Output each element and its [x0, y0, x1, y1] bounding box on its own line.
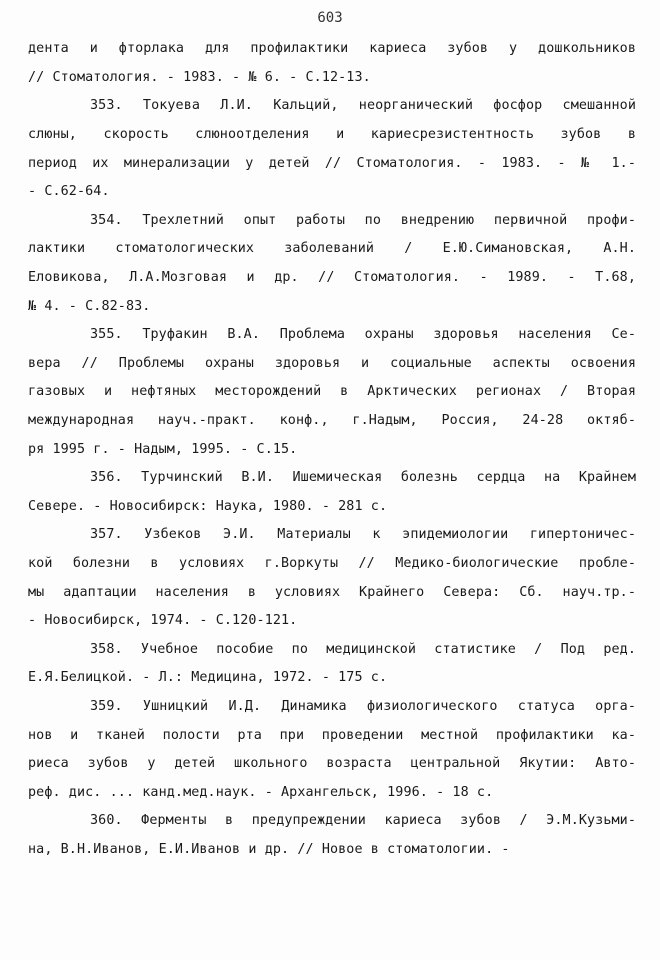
bibliography-entry-first-line: 358. Учебное пособие по медицинской статистике / Под ред. — [90, 642, 636, 657]
bibliography-entry-first-line: 359. Ушницкий И.Д. Динамика физиологического статуса орга- — [90, 699, 636, 714]
bibliography-entry-first-line: 357. Узбеков Э.И. Материалы к эпидемиологии гипертоничес- — [90, 527, 636, 542]
text-line: период их минерализации у детей // Стоматология. - 1983. - № 1.- — [28, 156, 636, 171]
bibliography-entry-first-line: 355. Труфакин В.А. Проблема охраны здоровья населения Се- — [90, 327, 636, 342]
text-line: - С.62-64. — [28, 184, 110, 199]
text-line: Еловикова, Л.А.Мозговая и др. // Стоматология. - 1989. - Т.68, — [28, 270, 636, 285]
text-line: на, В.Н.Иванов, Е.И.Иванов и др. // Новое в стоматологии. - — [28, 842, 510, 857]
text-line: риеса зубов у детей школьного возраста центральной Якутии: Авто- — [28, 756, 636, 771]
text-line: Севере. - Новосибирск: Наука, 1980. - 281 с. — [28, 499, 388, 514]
text-line: газовых и нефтяных месторождений в Арктических регионах / Вторая — [28, 384, 636, 399]
text-line: реф. дис. ... канд.мед.наук. - Архангельск, 1996. - 18 с. — [28, 785, 494, 800]
text-line: Е.Я.Белицкой. - Л.: Медицина, 1972. - 175 с. — [28, 670, 388, 685]
text-line: мы адаптации населения в условиях Крайнего Севера: Сб. науч.тр.- — [28, 585, 636, 600]
text-line: лактики стоматологических заболеваний / Е.Ю.Симановская, А.Н. — [28, 241, 636, 256]
text-line: международная науч.-практ. конф., г.Надым, Россия, 24-28 октяб- — [28, 413, 636, 428]
bibliography-entry-first-line: 354. Трехлетний опыт работы по внедрению первичной профи- — [90, 213, 636, 228]
text-line: слюны, скорость слюноотделения и кариесрезистентность зубов в — [28, 127, 636, 142]
bibliography-entry-first-line: 356. Турчинский В.И. Ишемическая болезнь сердца на Крайнем — [90, 470, 636, 485]
bibliography-entry-first-line: 360. Ферменты в предупреждении кариеса зубов / Э.М.Кузьми- — [90, 813, 636, 828]
bibliography-entry-first-line: 353. Токуева Л.И. Кальций, неорганический фосфор смешанной — [90, 98, 636, 113]
page-number: 603 — [317, 10, 343, 26]
text-line: // Стоматология. - 1983. - № 6. - С.12-13. — [28, 70, 371, 85]
text-line: ря 1995 г. - Надым, 1995. - С.15. — [28, 442, 298, 457]
text-line: вера // Проблемы охраны здоровья и социальные аспекты освоения — [28, 356, 636, 371]
text-line: - Новосибирск, 1974. - С.120-121. — [28, 613, 298, 628]
text-line: нов и тканей полости рта при проведении местной профилактики ка- — [28, 728, 636, 743]
text-line: дента и фторлака для профилактики кариеса зубов у дошкольников — [28, 41, 636, 56]
text-line: № 4. - С.82-83. — [28, 299, 151, 314]
text-line: кой болезни в условиях г.Воркуты // Медико-биологические пробле- — [28, 556, 636, 571]
